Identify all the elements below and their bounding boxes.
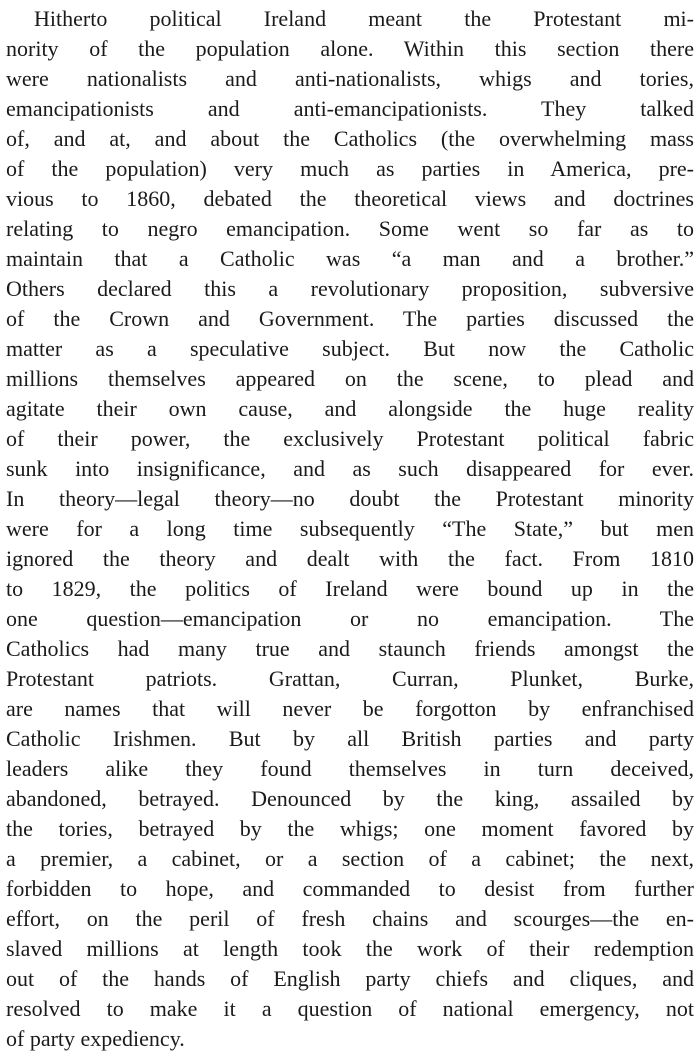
- text-line: Others declared this a revolutionary proposition, subversive: [6, 276, 694, 301]
- text-line: of the population) very much as parties in America, pre-: [6, 156, 694, 181]
- text-line: agitate their own cause, and alongside the huge reality: [6, 396, 694, 421]
- text-line: of party expediency.: [6, 1026, 185, 1051]
- text-line: forbidden to hope, and commanded to desist from further: [6, 876, 694, 901]
- text-line: relating to negro emancipation. Some went so far as to: [6, 216, 694, 241]
- text-line: the tories, betrayed by the whigs; one moment favored by: [6, 816, 694, 841]
- text-line: to 1829, the politics of Ireland were bound up in the: [6, 576, 694, 601]
- text-line: Hitherto political Ireland meant the Protestant mi-: [34, 6, 694, 31]
- text-line: one question—emancipation or no emancipation. The: [6, 606, 694, 631]
- body-paragraph: [6, 4, 694, 1054]
- text-line: of their power, the exclusively Protestant political fabric: [6, 426, 694, 451]
- text-line: millions themselves appeared on the scene, to plead and: [6, 366, 694, 391]
- text-line: were for a long time subsequently “The State,” but men: [6, 516, 694, 541]
- text-line: out of the hands of English party chiefs and cliques, and: [6, 966, 694, 991]
- text-line: leaders alike they found themselves in turn deceived,: [6, 756, 694, 781]
- text-line: a premier, a cabinet, or a section of a cabinet; the next,: [6, 846, 694, 871]
- text-line: In theory—legal theory—no doubt the Protestant minority: [6, 486, 694, 511]
- text-line: Catholic Irishmen. But by all British parties and party: [6, 726, 694, 751]
- text-line: maintain that a Catholic was “a man and a brother.”: [6, 246, 694, 271]
- text-line: sunk into insignificance, and as such disappeared for ever.: [6, 456, 694, 481]
- text-line: ignored the theory and dealt with the fact. From 1810: [6, 546, 694, 571]
- text-line: emancipationists and anti-emancipationists. They talked: [6, 96, 694, 121]
- text-line: were nationalists and anti-nationalists, whigs and tories,: [6, 66, 694, 91]
- text-line: vious to 1860, debated the theoretical views and doctrines: [6, 186, 694, 211]
- text-line: of, and at, and about the Catholics (the overwhelming mass: [6, 126, 694, 151]
- text-line: Protestant patriots. Grattan, Curran, Plunket, Burke,: [6, 666, 694, 691]
- text-line: of the Crown and Government. The parties discussed the: [6, 306, 694, 331]
- text-line: abandoned, betrayed. Denounced by the king, assailed by: [6, 786, 694, 811]
- text-line: nority of the population alone. Within this section there: [6, 36, 694, 61]
- text-line: Catholics had many true and staunch friends amongst the: [6, 636, 694, 661]
- text-line: are names that will never be forgotton by enfranchised: [6, 696, 694, 721]
- text-line: matter as a speculative subject. But now the Catholic: [6, 336, 694, 361]
- text-line: resolved to make it a question of national emergency, not: [6, 996, 694, 1021]
- text-line: effort, on the peril of fresh chains and scourges—the en-: [6, 906, 694, 931]
- text-line: slaved millions at length took the work of their redemption: [6, 936, 694, 961]
